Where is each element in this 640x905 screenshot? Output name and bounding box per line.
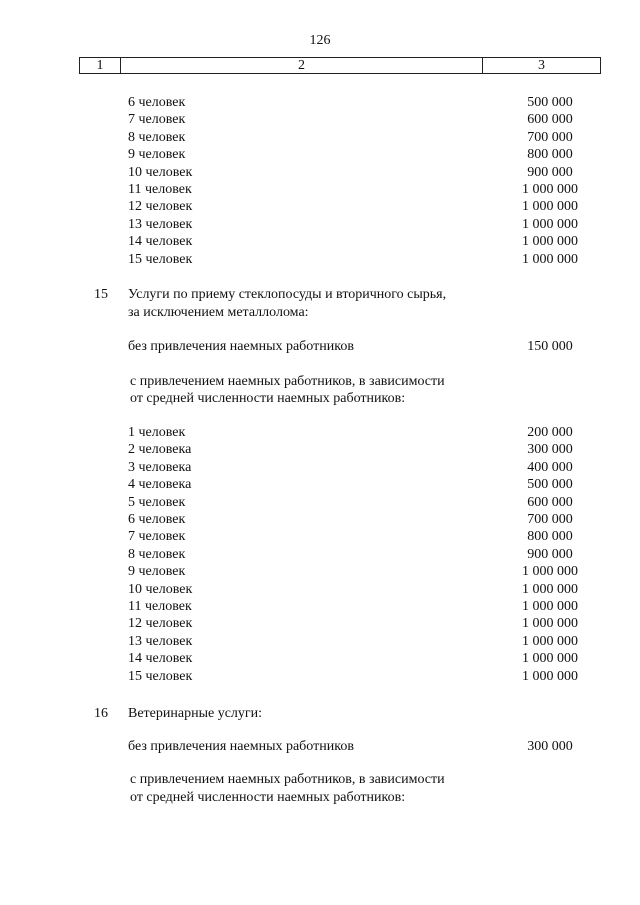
section-15-hire-line1: с привлечением наемных работников, в зависимости [130, 374, 445, 389]
row-label: 6 человек [128, 512, 186, 527]
row-label: 5 человек [128, 494, 186, 510]
table-row [0, 181, 640, 199]
row-label: 3 человека [128, 459, 192, 475]
table-row [0, 198, 640, 216]
row-label: 15 человек [128, 668, 193, 684]
row-value: 1 000 000 [522, 651, 578, 667]
table-row [0, 146, 640, 164]
table-row [0, 459, 640, 477]
table-row [0, 546, 640, 564]
row-label: 8 человек [128, 129, 186, 145]
section-16-no-hire-value: 300 000 [527, 739, 573, 754]
section-15-no-hire-value: 150 000 [527, 339, 573, 354]
row-label: 15 человек [128, 251, 193, 267]
table-row [0, 581, 640, 599]
row-value: 900 000 [527, 546, 573, 562]
row-label: 12 человек [128, 616, 193, 632]
table-row [0, 511, 640, 529]
table-row [0, 233, 640, 251]
header-col-3: 3 [538, 58, 545, 73]
table-row [0, 111, 640, 129]
section-15-hire-line2: от средней численности наемных работников: [130, 391, 406, 406]
row-label: 7 человек [128, 529, 186, 545]
row-value: 500 000 [527, 95, 573, 110]
table-row [0, 441, 640, 459]
row-value: 400 000 [527, 459, 573, 475]
section-16-hire-line2: от средней численности наемных работников: [130, 790, 406, 805]
row-label: 9 человек [128, 147, 186, 163]
row-label: 9 человек [128, 564, 186, 580]
row-value: 1 000 000 [522, 599, 578, 614]
row-label: 14 человек [128, 651, 193, 667]
row-value: 800 000 [527, 147, 573, 163]
row-label: 2 человека [128, 442, 192, 458]
row-value: 700 000 [527, 129, 573, 145]
table-row [0, 633, 640, 651]
row-value: 600 000 [527, 494, 573, 510]
row-label: 11 человек [128, 599, 192, 614]
section-16-number: 16 [94, 706, 108, 721]
section-15-no-hire-label: без привлечения наемных работников [128, 339, 354, 354]
row-label: 13 человек [128, 633, 193, 649]
table-row [0, 563, 640, 581]
row-label: 1 человек [128, 425, 186, 440]
row-label: 11 человек [128, 182, 192, 197]
table-row [0, 494, 640, 512]
row-label: 4 человека [128, 477, 192, 493]
row-label: 12 человек [128, 199, 193, 215]
section-15-title-line1: Услуги по приему стеклопосуды и вторичного сырья, [128, 287, 447, 302]
table-row [0, 615, 640, 633]
row-label: 7 человек [128, 112, 186, 128]
header-col-1: 1 [80, 58, 121, 73]
table-header [79, 57, 601, 74]
table-row [0, 528, 640, 546]
table-row [0, 476, 640, 494]
row-value: 1 000 000 [522, 616, 578, 632]
section-16-hire-line1: с привлечением наемных работников, в зависимости [130, 772, 445, 787]
row-label: 10 человек [128, 164, 193, 180]
table-row [0, 129, 640, 147]
table-row [0, 94, 640, 112]
row-label: 10 человек [128, 581, 193, 597]
row-value: 1 000 000 [522, 633, 578, 649]
row-value: 900 000 [527, 164, 573, 180]
section-15-no-hire-row [0, 338, 640, 356]
row-value: 1 000 000 [522, 251, 578, 267]
section-16-no-hire-label: без привлечения наемных работников [128, 739, 354, 754]
row-value: 1 000 000 [522, 216, 578, 232]
section-15-number: 15 [94, 287, 108, 302]
section-16-title: Ветеринарные услуги: [128, 706, 263, 721]
row-value: 300 000 [527, 442, 573, 458]
table-row [0, 668, 640, 686]
row-value: 200 000 [527, 425, 573, 440]
section-16-no-hire-row [0, 738, 640, 756]
row-label: 13 человек [128, 216, 193, 232]
row-value: 1 000 000 [522, 199, 578, 215]
row-value: 700 000 [527, 512, 573, 527]
row-label: 14 человек [128, 234, 193, 250]
page-number: 126 [309, 33, 331, 48]
row-value: 1 000 000 [522, 581, 578, 597]
row-label: 8 человек [128, 546, 186, 562]
row-value: 1 000 000 [522, 182, 578, 197]
row-value: 500 000 [527, 477, 573, 493]
row-value: 1 000 000 [522, 668, 578, 684]
row-value: 1 000 000 [522, 234, 578, 250]
table-row [0, 598, 640, 616]
row-value: 1 000 000 [522, 564, 578, 580]
section-15-title-line2: за исключением металлолома: [128, 305, 309, 320]
table-row [0, 251, 640, 269]
table-row [0, 164, 640, 182]
table-row [0, 650, 640, 668]
row-value: 800 000 [527, 529, 573, 545]
table-row [0, 424, 640, 442]
row-value: 600 000 [527, 112, 573, 128]
row-label: 6 человек [128, 95, 186, 110]
table-row [0, 216, 640, 234]
header-col-2: 2 [121, 58, 483, 73]
